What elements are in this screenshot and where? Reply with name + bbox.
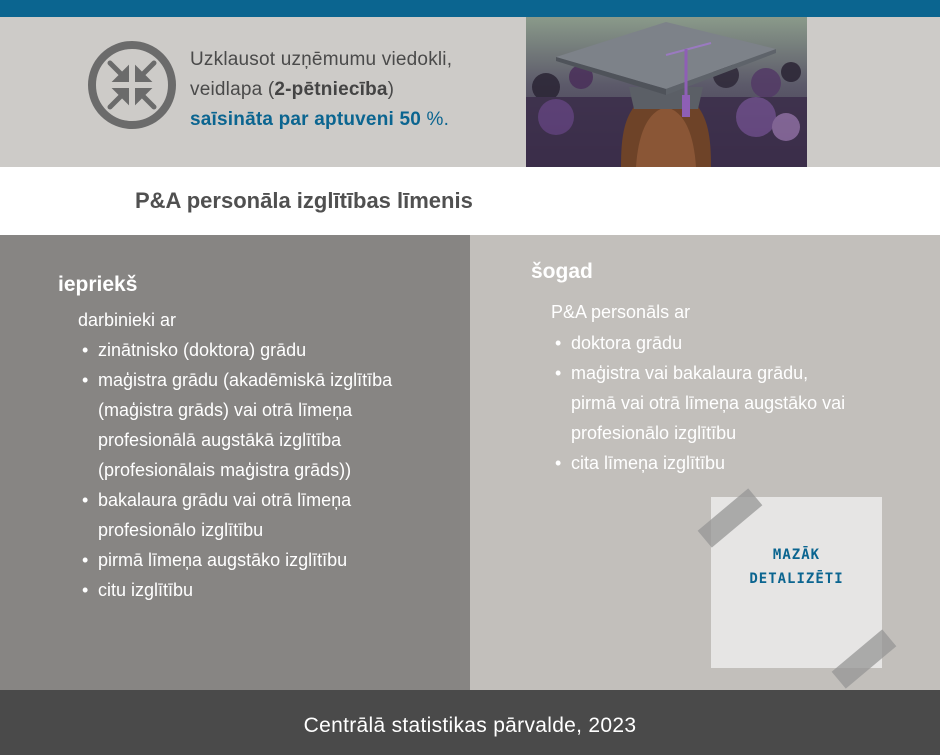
banner-message — [190, 45, 510, 135]
graduate-photo — [526, 17, 807, 167]
current-heading: šogad — [531, 260, 593, 283]
list-item: • doktora grādu — [557, 328, 927, 358]
previous-list — [84, 335, 464, 605]
footer-credit: Centrālā statistikas pārvalde, 2023 — [303, 714, 637, 737]
footer — [0, 690, 940, 755]
current-intro: P&A personāls ar — [551, 302, 691, 322]
current-list — [557, 328, 927, 478]
banner-line-2: veidlapa (2-pētniecība) — [190, 79, 395, 100]
compress-arrows-icon — [86, 39, 178, 131]
list-item: • zinātnisko (doktora) grādu — [84, 335, 464, 365]
previous-heading: iepriekš — [58, 273, 138, 296]
list-item: • bakalaura grādu vai otrā līmeņa profesionālo izglītību — [84, 485, 464, 545]
sticky-note-label: MAZĀK DETALIZĒTI — [749, 547, 844, 587]
section-header — [0, 167, 940, 235]
banner-line-3: saīsināta par aptuveni 50 %. — [190, 109, 450, 130]
previous-intro: darbinieki ar — [78, 310, 177, 330]
banner-line-1: Uzklausot uzņēmumu viedokli, — [190, 49, 453, 70]
previous-panel — [0, 235, 470, 690]
list-item: • maģistra vai bakalaura grādu, pirmā vai otrā līmeņa augstāko vai profesionālo izglītību — [557, 358, 927, 448]
list-item: • citu izglītību — [84, 575, 464, 605]
top-accent-bar — [0, 0, 940, 17]
list-item: • cita līmeņa izglītību — [557, 448, 927, 478]
list-item: • maģistra grādu (akadēmiskā izglītība (maģistra grāds) vai otrā līmeņa profesionālā augstākā izglītība (profesionālais maģistra grāds)) — [84, 365, 464, 485]
section-title: P&A personāla izglītības līmenis — [135, 188, 473, 213]
list-item: • pirmā līmeņa augstāko izglītību — [84, 545, 464, 575]
